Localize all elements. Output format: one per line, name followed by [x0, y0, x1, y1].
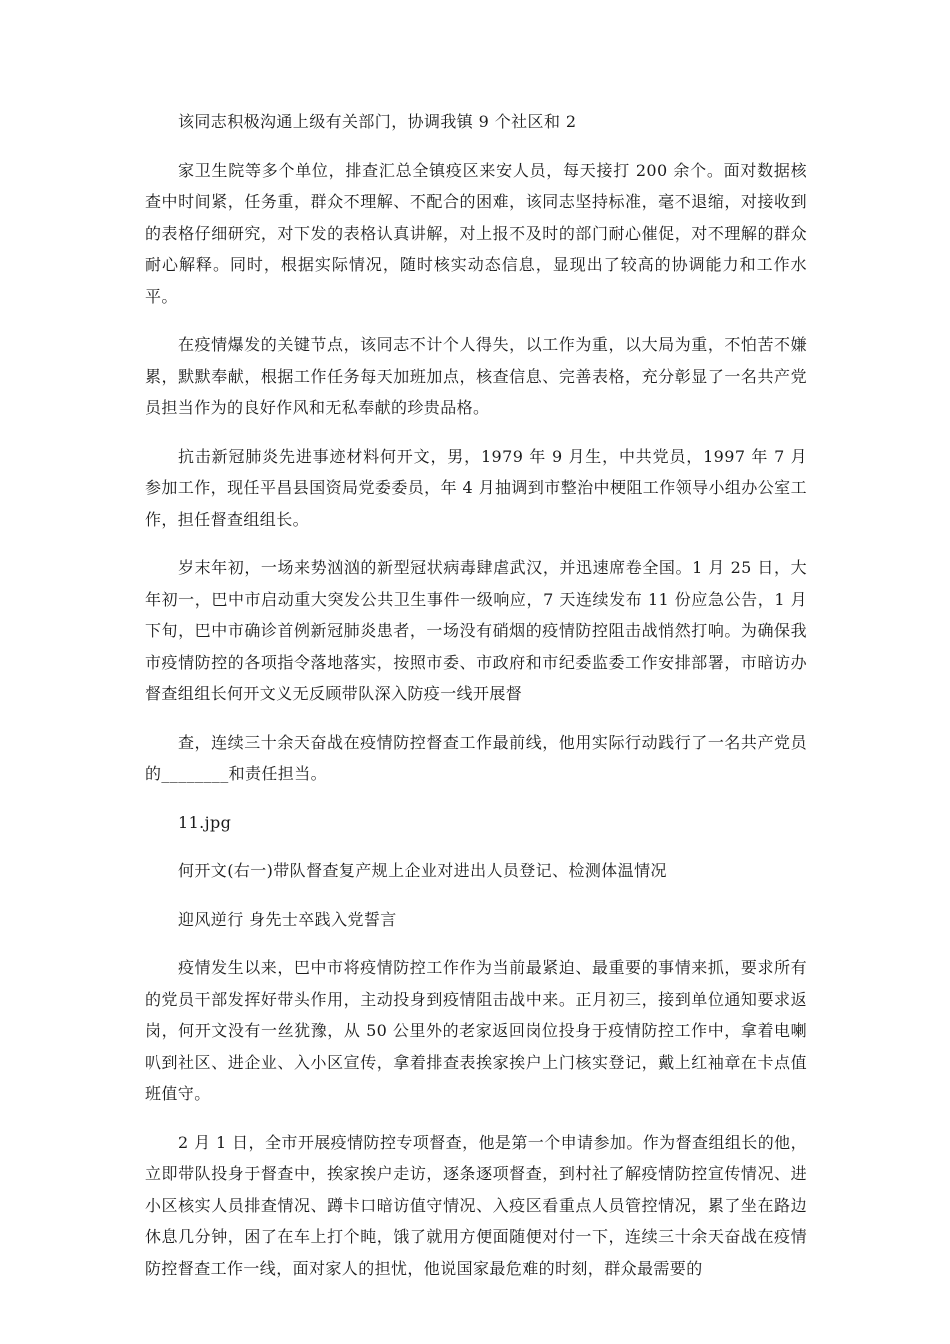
paragraph-4: 抗击新冠肺炎先进事迹材料何开文，男，1979 年 9 月生，中共党员，1997 年 7 月参加工作，现任平昌县国资局党委委员，年 4 月抽调到市整治中梗阻工作领导小组办公室工作，担任督查组组长。: [145, 446, 807, 529]
paragraph-8: 2 月 1 日，全市开展疫情防控专项督查，他是第一个申请参加。作为督查组组长的他，立即带队投身于督查中，挨家挨户走访，逐条逐项督查，到村社了解疫情防控宣传情况、进小区核实人员排查情况、蹲卡口暗访值守情况、入疫区看重点人员管控情况，累了坐在路边休息几分钟，困了在车上打个盹，饿了就用方便面随便对付一下，连续三十余天奋战在疫情防控督查工作一线，面对家人的担忧，他说国家最危难的时刻，群众最需要的: [145, 1132, 807, 1278]
paragraph-7: 疫情发生以来，巴中市将疫情防控工作作为当前最紧迫、最重要的事情来抓，要求所有的党员干部发挥好带头作用，主动投身到疫情阻击战中来。正月初三，接到单位通知要求返岗，何开文没有一丝犹豫，从 50 公里外的老家返回岗位投身于疫情防控工作中，拿着电喇叭到社区、进企业、入小区宣传，拿着排查表挨家挨户上门核实登记，戴上红袖章在卡点值班值守。: [145, 958, 807, 1103]
document-body: [145, 106, 807, 1301]
paragraph-1: 该同志积极沟通上级有关部门，协调我镇 9 个社区和 2: [178, 112, 577, 131]
section-heading: 迎风逆行 身先士卒践入党誓言: [178, 909, 397, 929]
image-filename: 11.jpg: [178, 812, 232, 832]
paragraph-2: 家卫生院等多个单位，排查汇总全镇疫区来安人员，每天接打 200 余个。面对数据核查中时间紧，任务重，群众不理解、不配合的困难，该同志坚持标准，毫不退缩，对接收到的表格仔细研究，对下发的表格认真讲解，对上报不及时的部门耐心催促，对不理解的群众耐心解释。同时，根据实际情况，随时核实动态信息，显现出了较高的协调能力和工作水平。: [145, 160, 807, 306]
image-caption: 何开文(右一)带队督查复产规上企业对进出人员登记、检测体温情况: [178, 861, 667, 880]
paragraph-5: 岁末年初，一场来势汹汹的新型冠状病毒肆虐武汉，并迅速席卷全国。1 月 25 日，大年初一，巴中市启动重大突发公共卫生事件一级响应，7 天连续发布 11 份应急公告，1 月下旬，巴中市确诊首例新冠肺炎患者，一场没有硝烟的疫情防控阻击战悄然打响。为确保我市疫情防控的各项指令落地落实，按照市委、市政府和市纪委监委工作安排部署，市暗访办督查组组长何开文义无反顾带队深入防疫一线开展督: [145, 558, 807, 703]
paragraph-3: 在疫情爆发的关键节点，该同志不计个人得失，以工作为重，以大局为重，不怕苦不嫌累，默默奉献，根据工作任务每天加班加点，核查信息、完善表格，充分彰显了一名共产党员担当作为的良好作风和无私奉献的珍贵品格。: [145, 335, 807, 417]
paragraph-6: 查，连续三十余天奋战在疫情防控督查工作最前线，他用实际行动践行了一名共产党员的________和责任担当。: [145, 732, 807, 783]
